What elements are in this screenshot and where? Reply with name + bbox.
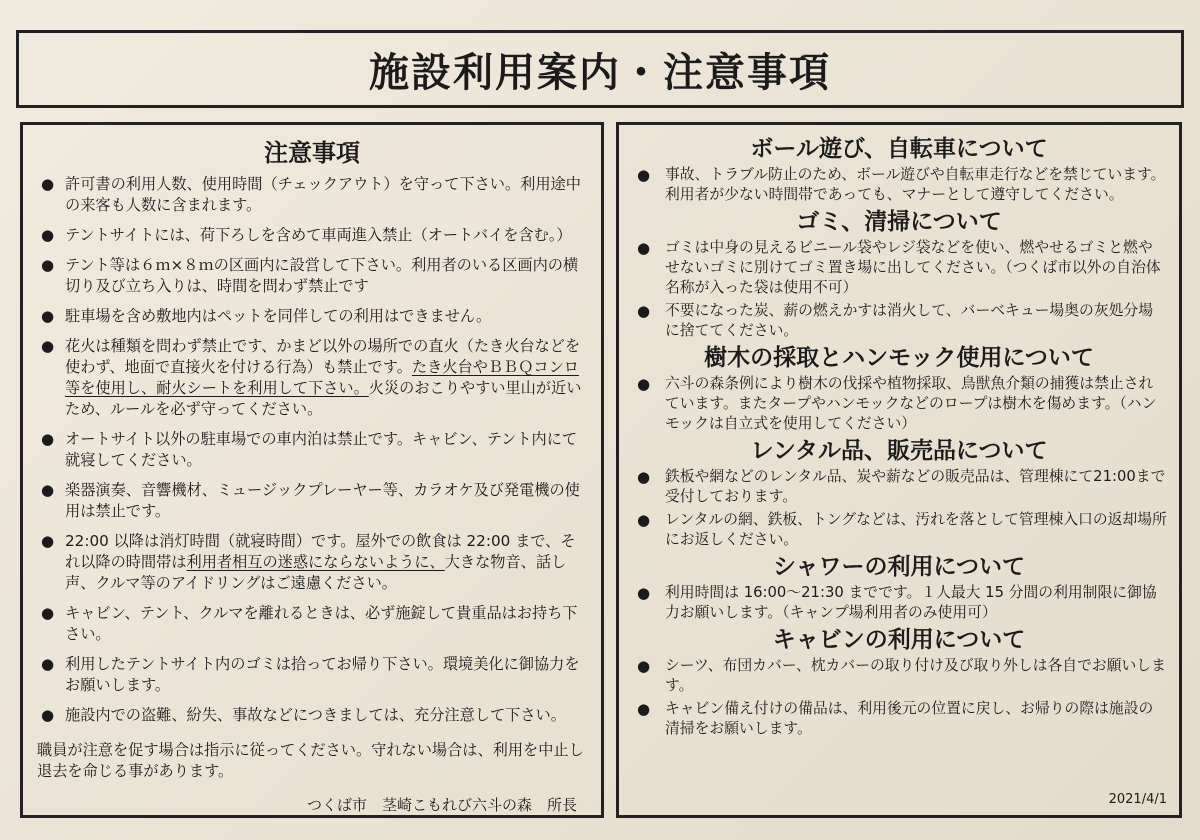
section-item: [631, 583, 1167, 623]
signature: つくば市 茎崎こもれび六斗の森 所長: [306, 796, 577, 814]
section-item: [631, 467, 1167, 507]
section-heading: キャビンの利用について: [772, 627, 1026, 653]
caution-text: テント等は６ｍ×８ｍの区画内に設営して下さい。利用者のいる区画内の横切り及び立ち入りは、時間を問わず禁止です: [65, 256, 579, 295]
bullet-icon: ●: [637, 375, 651, 393]
caution-item: [37, 480, 587, 522]
section-heading: ボール遊び、自転車について: [750, 136, 1048, 162]
caution-item: [37, 306, 587, 327]
caution-item: [37, 174, 587, 216]
caution-text: 大きな物音、話し声、クルマ等のアイドリングはご遠慮ください。: [65, 553, 567, 592]
bullet-icon: ●: [637, 239, 651, 257]
caution-item: [37, 531, 587, 594]
section-item: [631, 238, 1167, 298]
cautions-list: [37, 174, 587, 726]
caution-text: 利用したテントサイト内のゴミは拾ってお帰り下さい。環境美化に御協力をお願いします。: [65, 655, 580, 694]
caution-text: キャビン、テント、クルマを離れるときは、必ず施錠して貴重品はお持ち下さい。: [65, 604, 578, 643]
section-item-text: 六斗の森条例により樹木の伐採や植物採取、鳥獣魚介類の捕獲は禁止されています。またタープやハンモックなどのロープは樹木を傷めます。（ハンモックは自立式を使用してください）: [665, 375, 1157, 432]
title-box: [16, 30, 1184, 108]
bullet-icon: ●: [41, 481, 55, 499]
section-list: [631, 238, 1167, 341]
bullet-icon: ●: [41, 307, 55, 325]
bullet-icon: ●: [41, 337, 55, 355]
bullet-icon: ●: [41, 226, 55, 244]
bullet-icon: ●: [41, 604, 55, 622]
bullet-icon: ●: [637, 166, 651, 184]
staff-note: 職員が注意を促す場合は指示に従ってください。守れない場合は、利用を中止し退去を命じる事があります。: [37, 741, 584, 780]
page-title: 施設利用案内・注意事項: [369, 49, 831, 96]
section-item-text: 利用時間は 16:00～21:30 までです。１人最大 15 分間の利用制限に御協力お願いします。（キャンプ場利用者のみ使用可）: [665, 584, 1157, 621]
bullet-icon: ●: [637, 302, 651, 320]
section-item: [631, 699, 1167, 739]
section-item-text: キャビン備え付けの備品は、利用後元の位置に戻し、お帰りの際は施設の清掃をお願いします。: [665, 700, 1154, 737]
caution-item: [37, 225, 587, 246]
section-item-text: シーツ、布団カバー、枕カバーの取り付け及び取り外しは各自でお願いします。: [665, 657, 1166, 694]
caution-item: [37, 255, 587, 297]
issue-date: 2021/4/1: [1108, 792, 1167, 807]
section-item-text: 不要になった炭、薪の燃えかすは消火して、バーベキュー場奥の灰処分場に捨ててください。: [665, 302, 1154, 339]
bullet-icon: ●: [637, 657, 651, 675]
section-heading: 樹木の採取とハンモック使用について: [704, 345, 1094, 371]
section-heading: シャワーの利用について: [772, 554, 1026, 580]
left-column: [20, 122, 604, 818]
section-item: [631, 510, 1167, 550]
caution-text: 施設内での盗難、紛失、事故などにつきましては、充分注意して下さい。: [65, 706, 566, 724]
section-list: [631, 374, 1167, 434]
section-list: [631, 656, 1167, 739]
caution-text: 22:00 以降は消灯時間（就寝時間）です。屋外での飲食は 22:00 まで、それ以降の時間帯は: [65, 532, 576, 571]
caution-item: [37, 336, 587, 420]
caution-text: 楽器演奏、音響機材、ミュージックプレーヤー等、カラオケ及び発電機の使用は禁止です。: [65, 481, 580, 520]
info-sections: [631, 135, 1167, 739]
bullet-icon: ●: [41, 430, 55, 448]
right-column: [616, 122, 1182, 818]
caution-text: 火災のおこりやすい里山が近いため、ルールを必ず守ってください。: [65, 379, 582, 418]
caution-item: [37, 654, 587, 696]
section-list: [631, 165, 1167, 205]
bullet-icon: ●: [41, 256, 55, 274]
section-list: [631, 467, 1167, 550]
section-item-text: 鉄板や網などのレンタル品、炭や薪などの販売品は、管理棟にて21:00まで受付しております。: [665, 468, 1166, 505]
bullet-icon: ●: [637, 468, 651, 486]
caution-text: 花火は種類を問わず禁止です、かまど以外の場所での直火（たき火台などを使わず、地面で直接火を付ける行為）も禁止です。: [65, 337, 581, 376]
bullet-icon: ●: [41, 532, 55, 550]
caution-item: [37, 705, 587, 726]
section-item: [631, 165, 1167, 205]
underlined-text: たき火台やＢＢＱコンロ等を使用し、耐火シートを利用して下さい。: [65, 358, 579, 397]
bullet-icon: ●: [41, 706, 55, 724]
caution-text: テントサイトには、荷下ろしを含めて車両進入禁止（オートバイを含む。）: [65, 226, 572, 244]
section-heading: ゴミ、清掃について: [796, 209, 1002, 235]
caution-item: [37, 603, 587, 645]
section-item-text: ゴミは中身の見えるビニール袋やレジ袋などを使い、燃やせるゴミと燃やせないゴミに別けてゴミ置き場に出してください。（つくば市以外の自治体名称が入った袋は使用不可）: [665, 239, 1161, 296]
caution-text: 許可書の利用人数、使用時間（チェックアウト）を守って下さい。利用途中の来客も人数に含まれます。: [65, 175, 581, 214]
section-item: [631, 374, 1167, 434]
bullet-icon: ●: [41, 175, 55, 193]
section-item: [631, 656, 1167, 696]
bullet-icon: ●: [637, 700, 651, 718]
bullet-icon: ●: [41, 655, 55, 673]
section-heading: レンタル品、販売品について: [750, 438, 1048, 464]
bullet-icon: ●: [637, 511, 651, 529]
section-item-text: レンタルの網、鉄板、トングなどは、汚れを落として管理棟入口の返却場所にお返しください。: [665, 511, 1167, 548]
bullet-icon: ●: [637, 584, 651, 602]
underlined-text: 利用者相互の迷惑にならないように、: [186, 553, 445, 571]
caution-item: [37, 429, 587, 471]
section-item: [631, 301, 1167, 341]
caution-text: 駐車場を含め敷地内はペットを同伴しての利用はできません。: [65, 307, 492, 325]
section-item-text: 事故、トラブル防止のため、ボール遊びや自転車走行などを禁じています。利用者が少ない時間帯であっても、マナーとして遵守してください。: [665, 166, 1166, 203]
caution-text: オートサイト以外の駐車場での車内泊は禁止です。キャビン、テント内にて就寝してください。: [65, 430, 578, 469]
section-list: [631, 583, 1167, 623]
cautions-heading: 注意事項: [264, 139, 360, 167]
